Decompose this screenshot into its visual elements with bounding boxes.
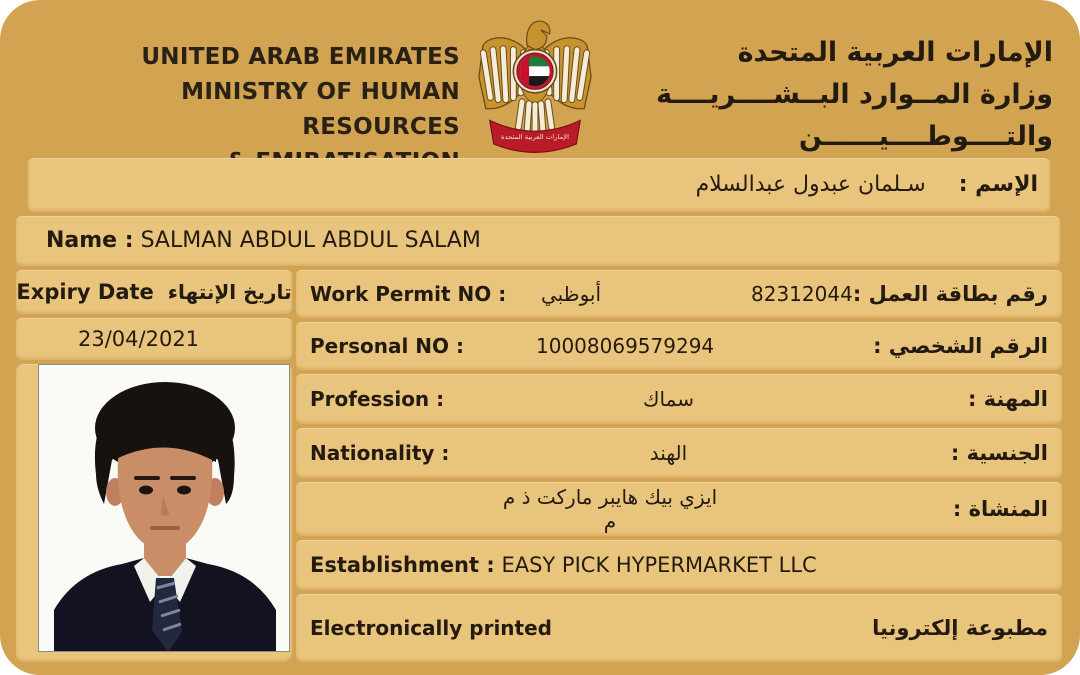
establishment-arabic-row (296, 482, 1062, 536)
profession-row (296, 374, 1062, 424)
personal-no-label-ar: الرقم الشخصي : (873, 334, 1048, 358)
profession-label-ar: المهنة : (967, 387, 1048, 411)
ministry-ar-line1: الإمارات العربية المتحدة (737, 37, 1053, 68)
ministry-en-line1: UNITED ARAB EMIRATES (141, 44, 460, 70)
electronically-printed-label-en: Electronically printed (310, 616, 552, 640)
expiry-date-value-row (16, 318, 292, 360)
establishment-value-en: EASY PICK HYPERMARKET LLC (501, 553, 817, 577)
work-permit-number: 82312044 (751, 282, 853, 306)
falcon-emblem-svg (476, 14, 594, 156)
establishment-english-row (296, 540, 1062, 590)
personal-no-label-en: Personal NO : (310, 334, 464, 358)
work-permit-label-en: Work Permit NO : (310, 282, 507, 306)
electronically-printed-label-ar: مطبوعة إلكترونيا (872, 616, 1048, 640)
name-arabic-value: سـلمان عبدول عبدالسلام (695, 172, 926, 197)
name-english-label: Name : (46, 228, 134, 253)
work-permit-emirate: أبوظبي (540, 282, 602, 306)
nationality-row (296, 428, 1062, 478)
name-english-row (16, 216, 1060, 266)
expiry-date-value: 23/04/2021 (78, 327, 200, 351)
portrait-photo (38, 364, 290, 652)
personal-no-value: 10008069579294 (536, 334, 715, 358)
photo-frame (16, 364, 292, 662)
uae-falcon-emblem-icon (476, 14, 594, 156)
establishment-label-ar: المنشاة : (952, 497, 1048, 521)
work-permit-row (296, 270, 1062, 318)
expiry-date-label-row (16, 270, 292, 314)
work-permit-label-ar: رقم بطاقة العمل : (852, 282, 1048, 306)
nationality-label-en: Nationality : (310, 441, 450, 465)
ministry-ar-line2: وزارة المــوارد البــشــــريــــة (656, 79, 1053, 110)
profession-label-en: Profession : (310, 387, 445, 411)
emblem-banner-text: الإمارات العربية المتحدة (500, 133, 570, 142)
nationality-label-ar: الجنسية : (950, 441, 1048, 465)
electronically-printed-row (296, 594, 1062, 662)
name-arabic-label: الإسم : (958, 172, 1038, 197)
ministry-ar-line3: والتــــوطــــيــــــن (798, 121, 1053, 152)
establishment-value-ar: ايزي بيك هايبر ماركت ذ م م (502, 485, 718, 533)
name-english-value: SALMAN ABDUL ABDUL SALAM (140, 228, 481, 253)
expiry-label-en: Expiry Date (16, 280, 154, 304)
ministry-en-line2: MINISTRY OF HUMAN RESOURCES (181, 79, 460, 140)
name-arabic-row (28, 158, 1050, 212)
personal-no-row (296, 322, 1062, 370)
establishment-label-en: Establishment : (310, 553, 495, 577)
ministry-title-ar (613, 32, 1053, 158)
profession-value: سماك (643, 387, 694, 411)
expiry-label-ar: تاريخ الإنتهاء (167, 280, 292, 304)
nationality-value: الهند (649, 441, 688, 465)
uae-flag-icon (520, 56, 550, 85)
